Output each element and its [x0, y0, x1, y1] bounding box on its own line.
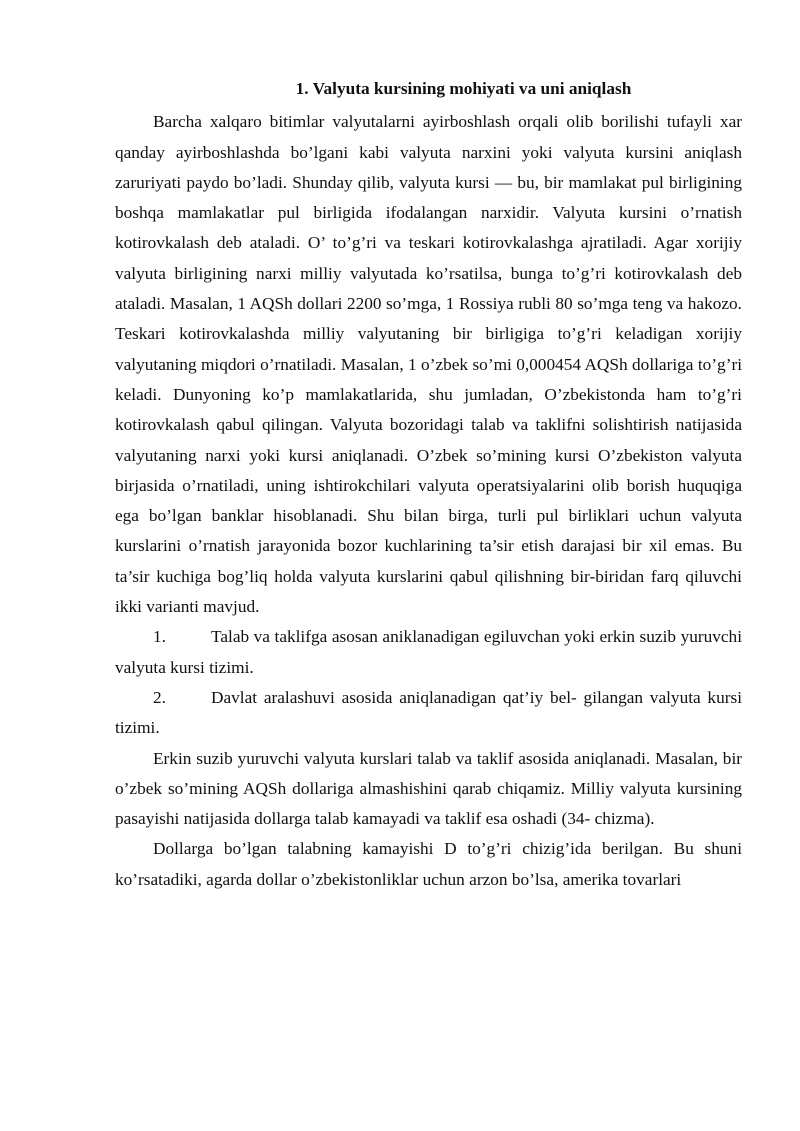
list-number: 2. — [153, 687, 166, 707]
section-heading: 1. Valyuta kursining mohiyati va uni aniqlash — [295, 79, 632, 98]
list-number: 1. — [153, 627, 166, 647]
list-item — [115, 683, 742, 744]
paragraph: Erkin suzib yuruvchi valyuta kurslari talab va taklif asosida aniqlanadi. Masalan, bir o’zbek so’mining AQSh dollariga almashishini qarab chiqamiz. Milliy valyuta kursining pasayishi natijasida dollarga talab kamayadi va taklif esa oshadi (34- chizma). — [115, 748, 742, 829]
paragraph: Dollarga bo’lgan talabning kamayishi D to’g’ri chizig’ida berilgan. Bu shuni ko’rsatadiki, agarda dollar o’zbekistonliklar uchun arzon bo’lsa, amerika tovarlari — [115, 839, 742, 889]
paragraph: Barcha xalqaro bitimlar valyutalarni ayirboshlash orqali olib borilishi tufayli xar qanday ayirboshlashda bo’lgani kabi valyuta narxini yoki valyuta kursini aniqlash zaruriyati paydo bo’ladi. Shunday qilib, valyuta kursi — bu, bir mamlakat pul birligining boshqa mamlakatlar pul birligida ifodalangan narxidir. Valyuta kursini o’rnatish kotirovkalash deb ataladi. O’ to’g’ri va teskari kotirovkalashga ajratiladi. Agar xorijiy valyuta birligining narxi milliy valyutada ko’rsatilsa, bunga to’g’ri kotirovkalash deb ataladi. Masalan, 1 AQSh dollari 2200 so’mga, 1 Rossiya rubli 80 so’mga teng va hakozo. Teskari kotirovkalashda milliy valyutaning bir birligiga to’g’ri keladigan xorijiy valyutaning miqdori o’rnatiladi. Masalan, 1 o’zbek so’mi 0,000454 AQSh dollariga to’g’ri keladi. Dunyoning ko’p mamlakatlarida, shu jumladan, O’zbekistonda ham to’g’ri kotirovkalash qabul qilingan. Valyuta bozoridagi talab va taklifni solishtirish natijasida valyutaning narxi yoki kursi aniqlanadi. O’zbek so’mining kursi O’zbekiston valyuta birjasida o’rnatiladi, uning ishtirokchilari valyuta operatsiyalarini olib borish huquqiga ega bo’lgan banklar hisoblanadi. Shu bilan birga, turli pul birliklari uchun valyuta kurslarini o’rnatish jarayonida bozor kuchlarining ta’sir etish darajasi bir xil emas. Bu ta’sir kuchiga bog’liq holda valyuta kurslarini qabul qilishning bir-biridan farq qiluvchi ikki varianti mavjud. — [115, 112, 742, 617]
list-item-text: Talab va taklifga asosan aniklanadigan egiluvchan yoki erkin suzib yuruvchi valyuta kursi tizimi. — [115, 627, 742, 677]
document-body — [115, 74, 742, 895]
list-item-text: Davlat aralashuvi asosida aniqlanadigan qat’iy bel- gilangan valyuta kursi tizimi. — [115, 687, 742, 738]
list-item — [115, 622, 742, 683]
